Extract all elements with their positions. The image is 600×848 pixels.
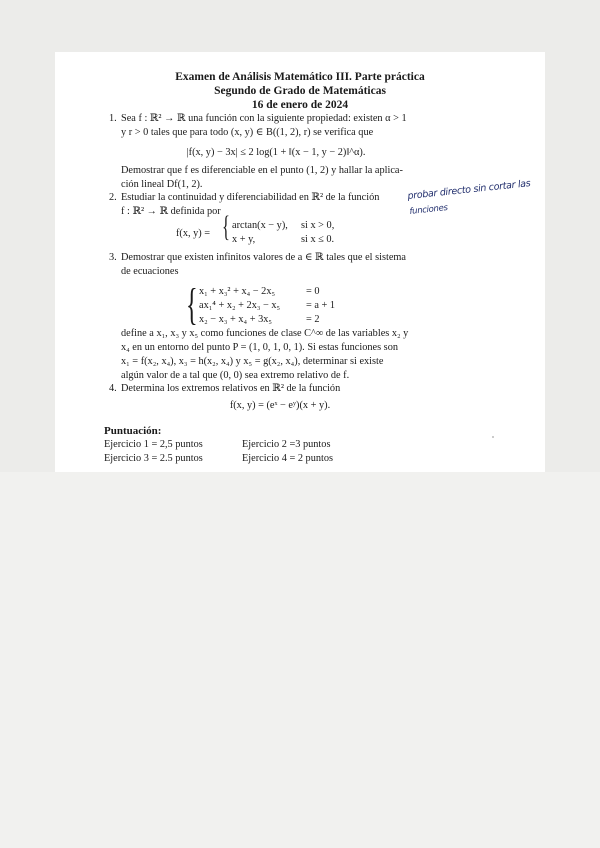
exercise-2-lhs: f(x, y) = — [176, 228, 211, 239]
exercise-2-case-2-cond: si x ≤ 0. — [301, 234, 335, 245]
exercise-3-line-6: algún valor de a tal que (0, 0) sea extremo relativo de f. — [121, 370, 350, 381]
scoring-item-3: Ejercicio 3 = 2.5 puntos — [104, 453, 203, 464]
equation-3-rhs: = 2 — [306, 314, 320, 325]
left-brace-icon: { — [186, 280, 198, 329]
exercise-1-number: 1. — [109, 113, 117, 124]
exercise-2-number: 2. — [109, 192, 117, 203]
exercise-1-line-4: ción lineal Df(1, 2). — [121, 179, 203, 190]
exercise-2-case-1-cond: si x > 0, — [301, 220, 335, 231]
scoring-heading: Puntuación: — [104, 425, 162, 437]
exercise-1-line-3: Demostrar que f es diferenciable en el punto (1, 2) y hallar la aplica- — [121, 165, 403, 176]
scan-speck — [492, 436, 494, 438]
exercise-3-line-4: x₄ en un entorno del punto P = (1, 0, 1, 0, 1). Si estas funciones son — [121, 342, 398, 353]
exercise-2-line-1: Estudiar la continuidad y diferenciabilidad en ℝ² de la función — [121, 192, 380, 203]
exercise-4-formula: f(x, y) = (eˣ − eʸ)(x + y). — [229, 400, 331, 411]
exercise-3-line-1: Demostrar que existen infinitos valores de a ∈ ℝ tales que el sistema — [121, 252, 406, 263]
equation-2-lhs: ax₁⁴ + x₂ + 2x₃ − x₅ — [199, 300, 281, 311]
exercise-1-line-2: y r > 0 tales que para todo (x, y) ∈ B((1, 2), r) se verifica que — [121, 127, 374, 138]
exercise-3-number: 3. — [109, 252, 117, 263]
exam-title: Examen de Análisis Matemático III. Parte práctica — [175, 71, 425, 83]
exercise-3-line-5: x₁ = f(x₂, x₄), x₃ = h(x₂, x₄) y x₅ = g(x₂, x₄), determinar si existe — [121, 356, 384, 367]
exam-date: 16 de enero de 2024 — [251, 99, 349, 111]
exercise-3-line-2: de ecuaciones — [121, 266, 179, 277]
exercise-4-line-1: Determina los extremos relativos en ℝ² de la función — [121, 383, 341, 394]
scoring-item-4: Ejercicio 4 = 2 puntos — [242, 453, 334, 464]
left-brace-icon: { — [222, 210, 230, 243]
exercise-3-line-3: define a x₁, x₃ y x₅ como funciones de clase C^∞ de las variables x₂ y — [121, 328, 409, 339]
equation-1-lhs: x₁ + x₃² + x₄ − 2x₅ — [199, 286, 276, 297]
exercise-1-line-1: Sea f : ℝ² → ℝ una función con la siguiente propiedad: existen α > 1 — [121, 113, 407, 124]
equation-3-lhs: x₂ − x₃ + x₄ + 3x₅ — [199, 314, 272, 325]
exercise-2-line-2: f : ℝ² → ℝ definida por — [121, 206, 221, 217]
handwritten-note-line-2: funciones — [409, 202, 449, 217]
equation-2-rhs: = a + 1 — [306, 300, 336, 311]
exercise-1-formula: |f(x, y) − 3x| ≤ 2 log(1 + ‖(x − 1, y − 2)‖^α). — [186, 147, 366, 158]
exercise-2-case-2-expr: x + y, — [232, 234, 256, 245]
scoring-item-2: Ejercicio 2 =3 puntos — [242, 439, 331, 450]
scoring-item-1: Ejercicio 1 = 2,5 puntos — [104, 439, 203, 450]
exercise-4-number: 4. — [109, 383, 117, 394]
exercise-2-case-1-expr: arctan(x − y), — [232, 220, 288, 231]
handwritten-note-line-1: probar directo sin cortar las — [407, 178, 531, 202]
equation-1-rhs: = 0 — [306, 286, 320, 297]
exam-subtitle: Segundo de Grado de Matemáticas — [214, 85, 386, 97]
blank-page-area — [0, 472, 600, 848]
